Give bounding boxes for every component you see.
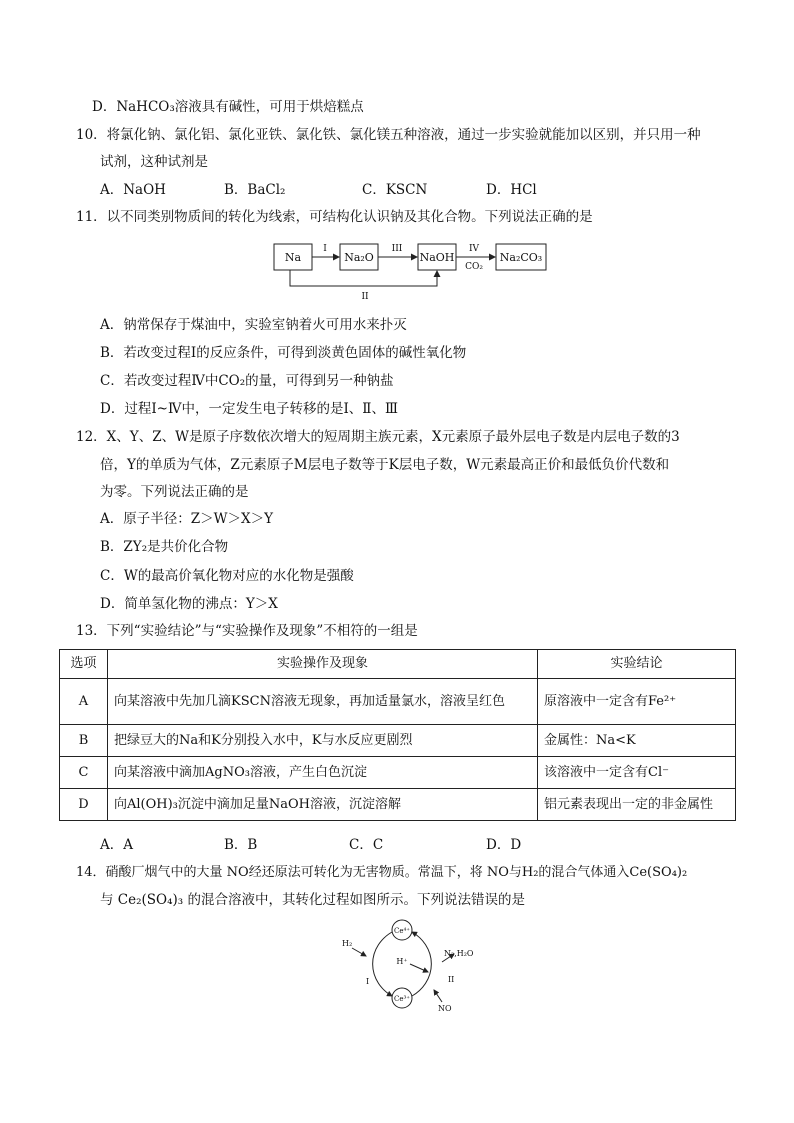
products-label: N₂,H₂O [444, 949, 474, 958]
header-conclusion: 实验结论 [538, 650, 736, 679]
q12-stem-line1: 12．X、Y、Z、W是原子序数依次增大的短周期主族元素，X元素原子最外层电子数是内层电子数的3 [76, 429, 680, 445]
node-na-label: Na [284, 251, 302, 264]
q10-option-b: B．BaCl₂ [224, 182, 286, 198]
sodium-conversion-diagram [270, 236, 560, 304]
node-na2o-label: Na₂O [344, 251, 374, 264]
q12-stem-line2: 倍，Y的单质为气体，Z元素原子M层电子数等于K层电子数，W元素最高正价和最低负价代数和 [100, 457, 670, 473]
no-arrow [434, 990, 442, 1002]
q12-option-c: C．W的最高价氧化物对应的水化物是强酸 [100, 568, 354, 584]
row-conclusion: 金属性：Na<K [538, 725, 736, 757]
q12-option-b: B．ZY₂是共价化合物 [100, 539, 229, 555]
q9-option-d: D．NaHCO₃溶液具有碱性，可用于烘焙糕点 [92, 99, 364, 115]
q13-option-d: D．D [486, 837, 522, 853]
q12-stem-line3: 为零。下列说法正确的是 [100, 484, 249, 500]
q10-option-d: D．HCl [486, 182, 537, 198]
row-option: A [60, 679, 108, 725]
q12-option-d: D．简单氢化物的沸点：Y＞X [100, 596, 278, 612]
row-option: B [60, 725, 108, 757]
q10-stem-line1: 10．将氯化钠、氯化铝、氯化亚铁、氯化铁、氯化镁五种溶液，通过一步实验就能加以区别，并只用一种 [76, 127, 701, 143]
table-row [60, 789, 736, 821]
q10-option-c: C．KSCN [362, 182, 428, 198]
row-operation: 向某溶液中滴加AgNO₃溶液，产生白色沉淀 [108, 757, 538, 789]
q11-stem: 11．以不同类别物质间的转化为线索，可结构化认识钠及其化合物。下列说法正确的是 [76, 209, 593, 225]
header-operation: 实验操作及现象 [108, 650, 538, 679]
h2-arrow [352, 948, 366, 956]
q10-stem-line2: 试剂，这种试剂是 [100, 154, 208, 170]
label-I: I [323, 244, 327, 254]
q11-option-c: C．若改变过程Ⅳ中CO₂的量，可得到另一种钠盐 [100, 373, 394, 389]
header-option: 选项 [60, 650, 108, 679]
q13-stem: 13．下列“实验结论”与“实验操作及现象”不相符的一组是 [76, 623, 418, 639]
q10-option-a: A．NaOH [100, 182, 166, 198]
label-IV: IV [468, 244, 480, 254]
table-row [60, 679, 736, 725]
arrow-II [412, 932, 431, 996]
q11-option-a: A．钠常保存于煤油中，实验室钠着火可用水来扑灭 [100, 317, 407, 333]
label-III: III [391, 244, 403, 254]
table-row [60, 757, 736, 789]
table-row [60, 725, 736, 757]
row-option: C [60, 757, 108, 789]
q14-stem-line1: 14．硝酸厂烟气中的大量 NO经还原法可转化为无害物质。常温下，将 NO与H₂的混合气体通入Ce(SO₄)₂ [76, 865, 688, 880]
h2-label: H₂ [342, 939, 353, 948]
arrow-II [290, 270, 437, 286]
row-conclusion: 该溶液中一定含有Cl⁻ [538, 757, 736, 789]
arrow-I [373, 932, 392, 996]
hplus-label: H⁺ [396, 957, 408, 966]
node-naoh-label: NaOH [419, 251, 455, 264]
label-co2: CO₂ [465, 262, 483, 272]
q11-option-b: B．若改变过程Ⅰ的反应条件，可得到淡黄色固体的碱性氧化物 [100, 345, 467, 361]
table-header-row [60, 650, 736, 679]
row-operation: 向Al(OH)₃沉淀中滴加足量NaOH溶液，沉淀溶解 [108, 789, 538, 821]
label-I: I [366, 977, 370, 986]
q13-option-c: C．C [349, 837, 384, 853]
q13-table [59, 649, 736, 821]
label-II: II [448, 975, 455, 984]
q13-option-a: A．A [100, 837, 133, 853]
ce3-label: Ce³⁺ [394, 995, 410, 1003]
q12-option-a: A．原子半径：Z＞W＞X＞Y [100, 511, 274, 527]
row-conclusion: 铝元素表现出一定的非金属性 [538, 789, 736, 821]
q13-option-b: B．B [224, 837, 258, 853]
q14-stem-line2: 与 Ce₂(SO₄)₃ 的混合溶液中，其转化过程如图所示。下列说法错误的是 [100, 892, 525, 908]
hplus-arrow [410, 964, 428, 972]
row-operation: 把绿豆大的Na和K分别投入水中，K与水反应更剧烈 [108, 725, 538, 757]
node-na2co3-label: Na₂CO₃ [499, 251, 543, 264]
row-option: D [60, 789, 108, 821]
q11-option-d: D．过程Ⅰ~Ⅳ中，一定发生电子转移的是Ⅰ、Ⅱ、Ⅲ [100, 401, 398, 417]
row-operation: 向某溶液中先加几滴KSCN溶液无现象，再加适量氯水，溶液呈红色 [108, 679, 538, 725]
label-II: II [361, 292, 369, 302]
row-conclusion: 原溶液中一定含有Fe²⁺ [538, 679, 736, 725]
ce4-label: Ce⁴⁺ [394, 927, 410, 935]
ce-cycle-diagram [330, 912, 490, 1018]
no-label: NO [438, 1004, 452, 1013]
